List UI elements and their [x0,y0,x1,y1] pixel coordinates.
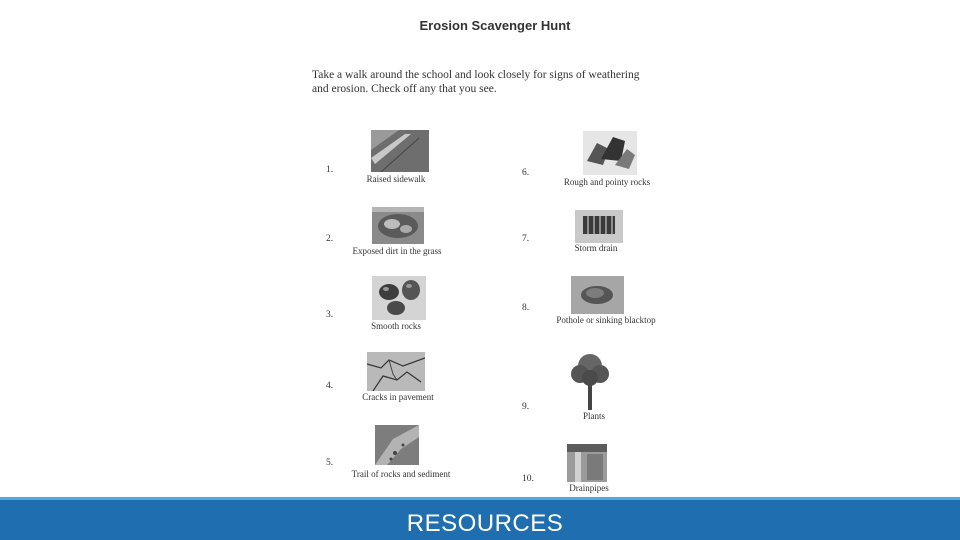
raised-sidewalk-photo [371,130,429,172]
item-caption: Smooth rocks [371,321,421,331]
item-number: 1. [326,165,334,175]
pothole-photo [571,276,624,314]
item-number: 7. [522,234,530,244]
item-caption: Raised sidewalk [366,174,426,184]
storm-drain-photo [575,210,623,243]
item-number: 6. [522,168,530,178]
item-number: 5. [326,458,334,468]
item-number: 10. [522,474,534,484]
smooth-rocks-photo [372,276,426,320]
worksheet-page [300,0,690,498]
rough-rocks-photo [583,131,637,175]
cracked-pavement-photo [367,352,425,391]
exposed-dirt-photo [372,207,424,244]
item-caption: Exposed dirt in the grass [352,246,442,256]
item-caption: Storm drain [574,243,618,253]
drainpipe-photo [567,444,607,482]
item-number: 8. [522,303,530,313]
item-caption: Plants [582,411,605,421]
item-caption: Rough and pointy rocks [563,177,651,187]
footer-title: RESOURCES [406,510,564,537]
tree-photo [570,350,610,410]
worksheet-title: Erosion Scavenger Hunt [419,18,571,33]
item-caption: Drainpipes [569,483,609,493]
worksheet-instructions: Take a walk around the school and look closely for signs of weathering and erosion. Check off any that you see. [312,69,640,95]
item-caption: Pothole or sinking blacktop [556,315,656,325]
item-number: 2. [326,234,334,244]
item-number: 3. [326,310,334,320]
item-caption: Cracks in pavement [362,392,434,402]
item-caption: Trail of rocks and sediment [351,469,451,479]
item-number: 9. [522,402,530,412]
item-number: 4. [326,381,334,391]
trail-of-rocks-photo [375,425,419,465]
